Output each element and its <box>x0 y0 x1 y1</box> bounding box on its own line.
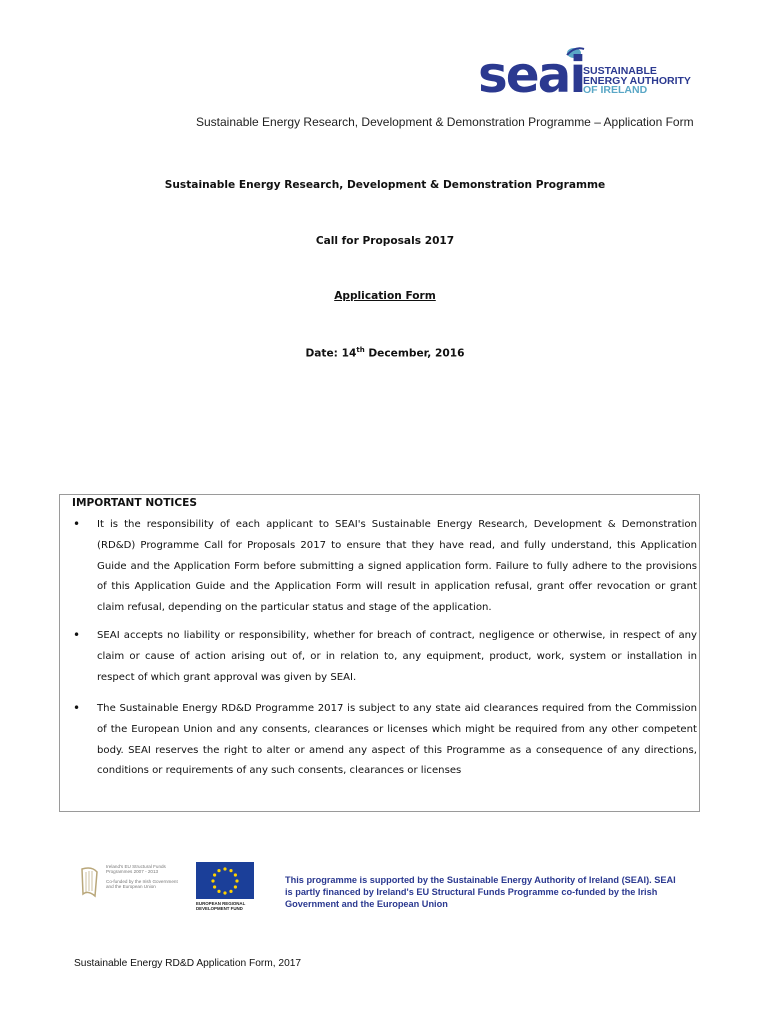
programme-title: Sustainable Energy Research, Development & Demonstration Programme <box>164 179 606 191</box>
date-rest: December, 2016 <box>364 347 465 360</box>
erdf-line-2: DEVELOPMENT FUND <box>196 906 243 911</box>
logo-line-2: ENERGY AUTHORITY <box>583 74 691 87</box>
logo-line-1: SUSTAINABLE <box>583 65 657 77</box>
logo-wordmark: seai <box>478 46 585 104</box>
bullet-icon: • <box>73 701 81 715</box>
fund-line-4: and the European Union <box>106 884 156 890</box>
logo-line-3: OF IRELAND <box>583 84 648 97</box>
erdf-label <box>196 901 266 911</box>
fund-line-3: Co-funded by the Irish Government <box>106 878 178 884</box>
seai-logo <box>478 46 708 106</box>
fund-line-2: Programmes 2007 - 2013 <box>106 869 159 875</box>
running-header: Sustainable Energy Research, Development & Demonstration Programme – Application Form <box>196 115 694 129</box>
fund-line-1: Ireland's EU Structural Funds <box>106 864 166 869</box>
notices-title: IMPORTANT NOTICES <box>72 497 197 509</box>
irish-harp-icon <box>78 866 100 898</box>
notice-item-state-aid: The Sustainable Energy RD&D Programme 2017 is subject to any state aid clearances required from the Commission of the European Union and any consents, clearances or licenses which might be required from any other competent body. SEAI reserves the right to alter or amend any aspect of this Programme as a consequence of any directions, conditions or requirements of any such consents, clearances or licenses <box>97 703 697 777</box>
form-title: Application Form <box>334 290 436 302</box>
structural-funds-text <box>106 864 186 890</box>
call-title: Call for Proposals 2017 <box>315 235 455 247</box>
important-notices-box <box>59 494 700 812</box>
notice-item-responsibility: It is the responsibility of each applicant to SEAI's Sustainable Energy Research, Development & Demonstration (RD&D) Programme Call for Proposals 2017 to ensure that they have read, and fully understand, this Application Guide and the Application Form before submitting a signed application form. Failure to fully adhere to the provisions of this Application Guide and the Application Form will result in application refusal, grant offer revocation or grant claim refusal, depending on the particular status and stage of the application. <box>97 519 697 614</box>
funding-statement: This programme is supported by the Sustainable Energy Authority of Ireland (SEAI). SEAI is partly financed by Ireland's EU Structural Funds Programme co-funded by the Irish Government and the European Union <box>285 875 676 909</box>
date-ordinal: th <box>356 346 365 354</box>
notice-item-liability: SEAI accepts no liability or responsibility, whether for breach of contract, negligence or otherwise, in respect of any claim or cause of action arising out of, or in relation to, any equipment, product, work, system or installation in respect of which grant approval was given by SEAI. <box>97 630 697 683</box>
bullet-icon: • <box>73 628 81 642</box>
funding-logos <box>74 860 264 912</box>
document-date <box>0 346 770 360</box>
logo-subtitle <box>583 67 691 96</box>
page-footer: Sustainable Energy RD&D Application Form, 2017 <box>74 958 302 969</box>
date-prefix: Date: 14 <box>305 347 357 360</box>
eu-flag-icon <box>196 862 254 899</box>
bullet-icon: • <box>73 517 81 531</box>
erdf-line-1: EUROPEAN REGIONAL <box>196 901 246 906</box>
